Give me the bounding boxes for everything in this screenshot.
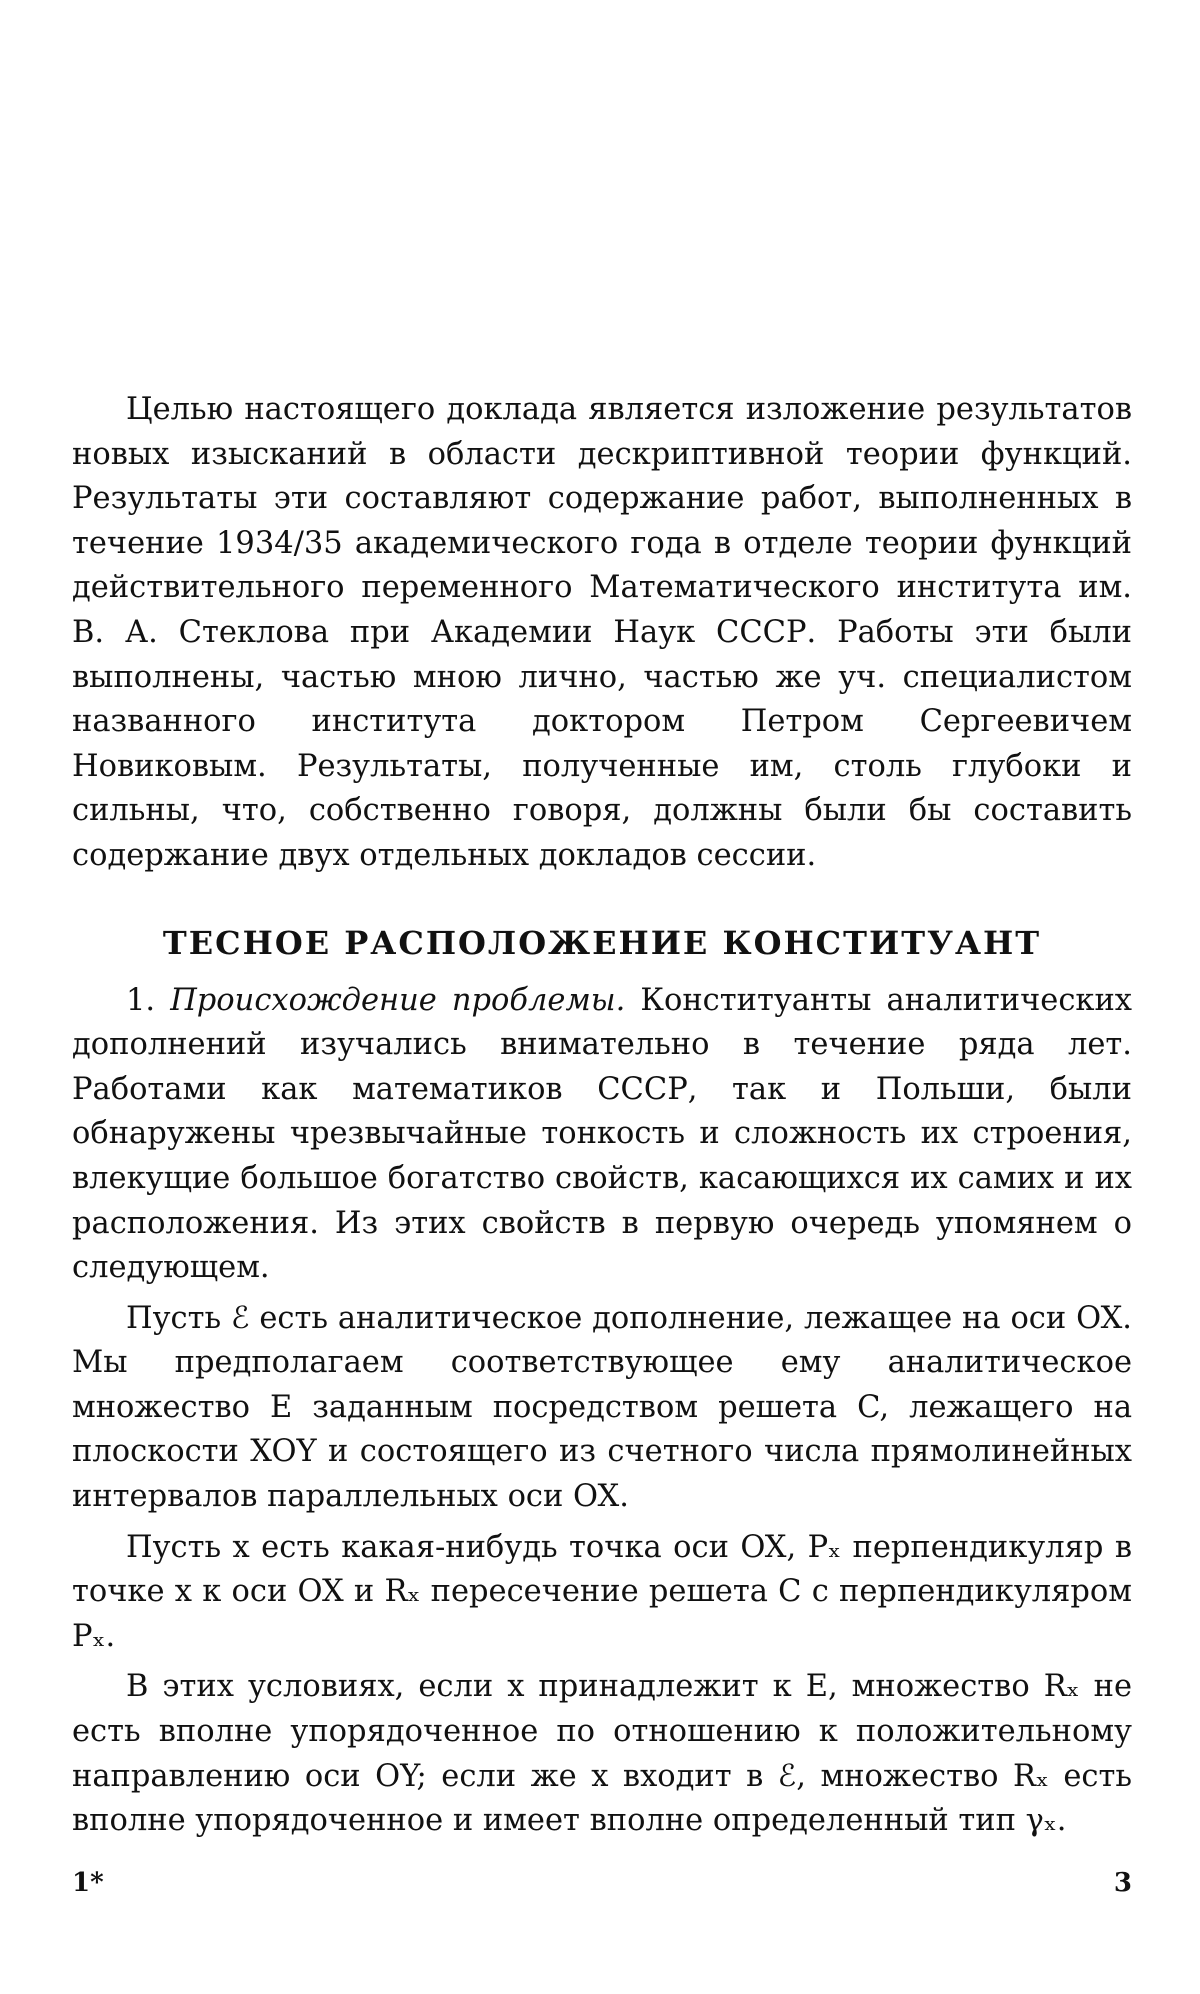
page-body — [72, 388, 1132, 1844]
paragraph-title: Происхождение проблемы. — [170, 982, 626, 1018]
paragraph-number: 1. — [126, 982, 156, 1018]
section-paragraph-1 — [72, 979, 1132, 1291]
paragraph-text: Конституанты аналитических дополнений изучались внимательно в течение ряда лет. Работами как математиков СССР, так и Польши, были обнаружены чрезвычайные тонкость и сложность их строения, влекущие большое богатство свойств, касающихся их самих и их расположения. Из этих свойств в первую очередь упомянем о следующем. — [72, 982, 1133, 1286]
signature-mark: 1* — [72, 1868, 104, 1898]
page-number: 3 — [1113, 1868, 1132, 1898]
section-paragraph-2: Пусть ℰ есть аналитическое дополнение, лежащее на оси OX. Мы предполагаем соответствующее ему аналитическое множество E заданным посредством решета C, лежащего на плоскости XOY и состоящего из счетного числа прямолинейных интервалов параллельных оси OX. — [72, 1300, 1132, 1515]
intro-paragraph: Целью настоящего доклада является изложение результатов новых изысканий в области дескриптивной теории функций. Результаты эти составляют содержание работ, выполненных в течение 1934/35 академического года в отделе теории функций действительного переменного Математического института им. В. А. Стеклова при Академии Наук СССР. Работы эти были выполнены, частью мною лично, частью же уч. специалистом названного института доктором Петром Сергеевичем Новиковым. Результаты, полученные им, столь глубоки и сильны, что, собственно говоря, должны были бы составить содержание двух отдельных докладов сессии. — [72, 392, 1132, 873]
section-paragraph-4: В этих условиях, если x принадлежит к E, множество Rₓ не есть вполне упорядоченное по отношению к положительному направлению оси OY; если же x входит в ℰ, множество Rₓ есть вполне упорядоченное и имеет вполне определенный тип γₓ. — [72, 1669, 1132, 1839]
section-paragraph-3: Пусть x есть какая-нибудь точка оси OX, Pₓ перпендикуляр в точке x к оси OX и Rₓ пересечение решета C с перпендикуляром Pₓ. — [72, 1529, 1132, 1654]
section-heading: ТЕСНОЕ РАСПОЛОЖЕНИЕ КОНСТИТУАНТ — [162, 923, 1042, 962]
